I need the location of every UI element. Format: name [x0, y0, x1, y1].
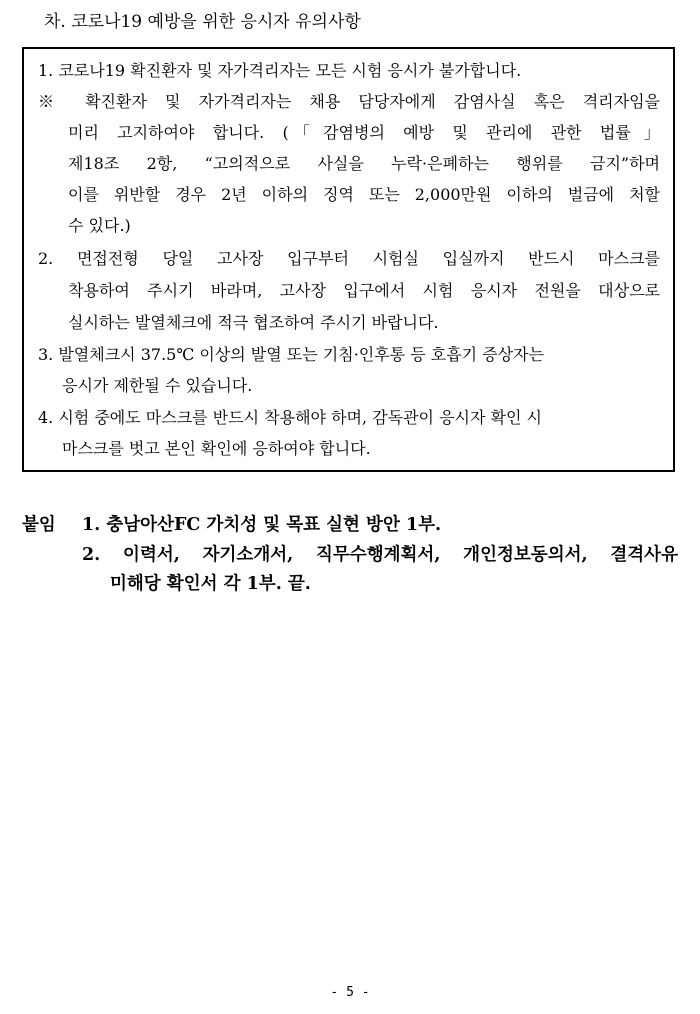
notice-note-line: 제18조 2항, “고의적으로 사실을 누락·은폐하는 행위를 금지”하며 [68, 154, 660, 173]
notice-item-3-line: 응시가 제한될 수 있습니다. [62, 376, 253, 395]
notice-item-2-line: 실시하는 발열체크에 적극 협조하여 주시기 바랍니다. [68, 313, 439, 332]
section-heading: 차. 코로나19 예방을 위한 응시자 유의사항 [44, 12, 361, 32]
notice-item-3-line: 3. 발열체크시 37.5℃ 이상의 발열 또는 기침·인후통 등 호흡기 증상자는 [38, 345, 545, 364]
attachment-item-2-line: 미해당 확인서 각 1부. 끝. [110, 574, 311, 594]
notice-note-line: 수 있다.) [68, 216, 131, 235]
notice-item-2-line: 착용하여 주시기 바라며, 고사장 입구에서 시험 응시자 전원을 대상으로 [68, 281, 660, 300]
notice-note-line: ※ 확진환자 및 자가격리자는 채용 담당자에게 감염사실 혹은 격리자임을 [38, 92, 660, 111]
notice-note-line: 미리 고지하여야 합니다. (「감염병의 예방 및 관리에 관한 법률」 [68, 123, 660, 142]
notice-item-2-line: 2. 면접전형 당일 고사장 입구부터 시험실 입실까지 반드시 마스크를 [38, 249, 660, 268]
attachment-item-2-line: 2. 이력서, 자기소개서, 직무수행계획서, 개인정보동의서, 결격사유 [82, 545, 678, 565]
notice-note-line: 이를 위반할 경우 2년 이하의 징역 또는 2,000만원 이하의 벌금에 처할 [68, 185, 660, 204]
page-number: - 5 - [330, 985, 370, 1000]
notice-item-4-line: 4. 시험 중에도 마스크를 반드시 착용해야 하며, 감독관이 응시자 확인 시 [38, 408, 542, 427]
attachment-item-1: 1. 충남아산FC 가치성 및 목표 실현 방안 1부. [82, 515, 442, 535]
notice-item-4-line: 마스크를 벗고 본인 확인에 응하여야 합니다. [62, 439, 371, 458]
attachments-label: 붙임 [22, 515, 56, 535]
notice-item-1: 1. 코로나19 확진환자 및 자가격리자는 모든 시험 응시가 불가합니다. [38, 61, 522, 80]
